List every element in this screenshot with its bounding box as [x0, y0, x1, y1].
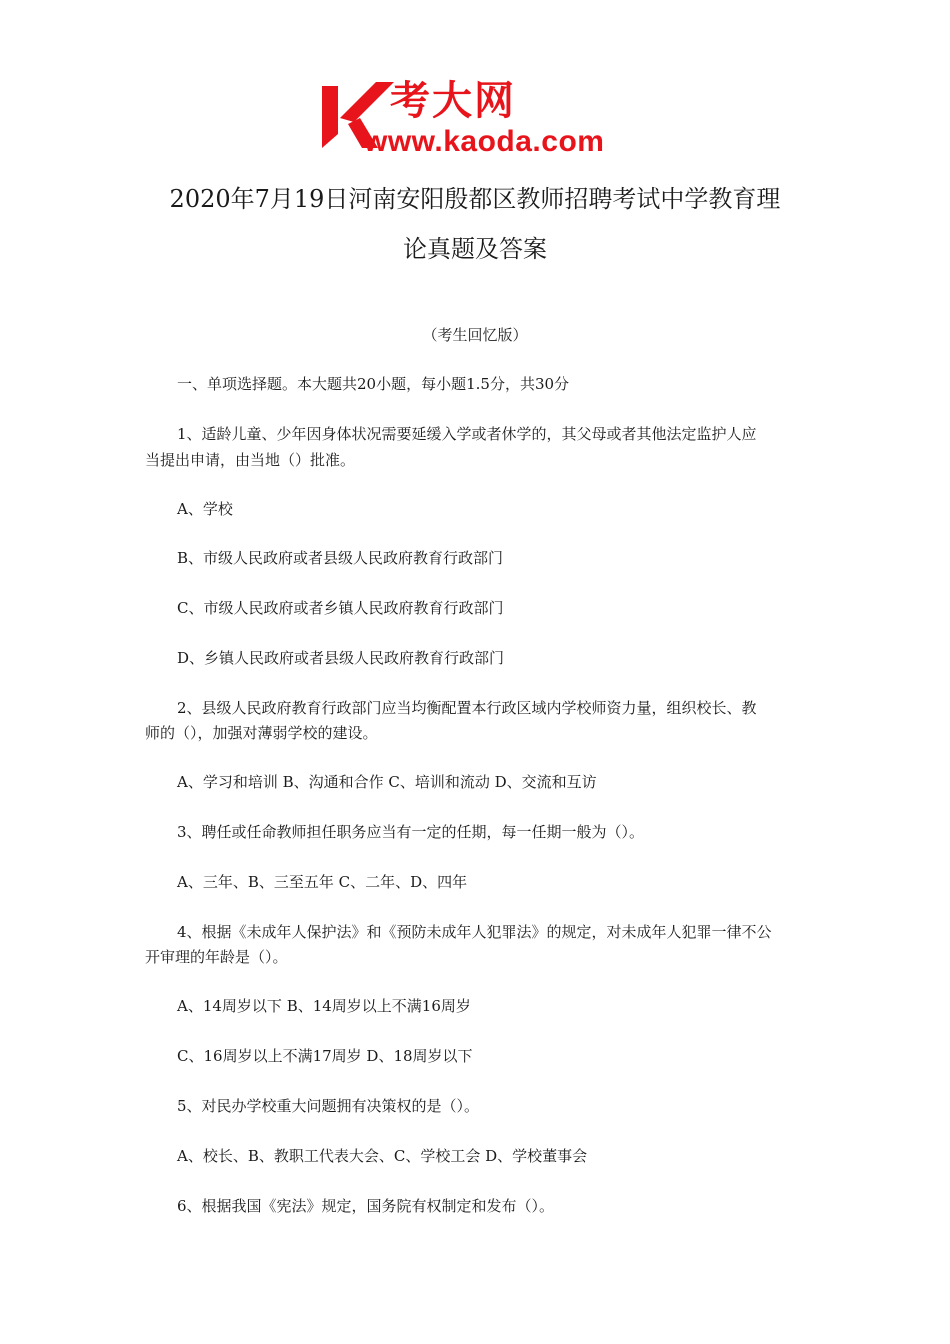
question-1-option-a: A、学校: [177, 500, 233, 518]
question-1-line-2: 当提出申请，由当地（）批准。: [145, 451, 356, 469]
question-4-options-2: C、16周岁以上不满17周岁 D、18周岁以下: [177, 1047, 473, 1065]
question-1-option-b: B、市级人民政府或者县级人民政府教育行政部门: [177, 549, 504, 567]
document-subtitle: （考生回忆版）: [422, 326, 528, 344]
question-4-line-1: 4、根据《未成年人保护法》和《预防未成年人犯罪法》的规定，对未成年人犯罪一律不公: [177, 923, 772, 941]
question-6-line-1: 6、根据我国《宪法》规定，国务院有权制定和发布（）。: [177, 1197, 555, 1215]
document-title-line-1: 2020年7月19日河南安阳殷都区教师招聘考试中学教育理: [169, 185, 781, 213]
kaoda-logo: [318, 78, 638, 158]
question-2-options: A、学习和培训 B、沟通和合作 C、培训和流动 D、交流和互访: [177, 773, 597, 791]
question-4-line-2: 开审理的年龄是（）。: [145, 948, 288, 966]
question-3-line-1: 3、聘任或任命教师担任职务应当有一定的任期，每一任期一般为（）。: [177, 823, 645, 841]
logo-url-text: www.kaoda.com: [364, 125, 605, 158]
question-4-options-1: A、14周岁以下 B、14周岁以上不满16周岁: [177, 997, 471, 1015]
question-2-line-2: 师的（），加强对薄弱学校的建设。: [145, 724, 378, 742]
question-3-options: A、三年、B、三至五年 C、二年、D、四年: [177, 873, 468, 891]
section-heading: 一、单项选择题。本大题共20小题，每小题1.5分，共30分: [177, 375, 570, 393]
document-title-line-2: 论真题及答案: [403, 235, 547, 263]
question-1-option-d: D、乡镇人民政府或者县级人民政府教育行政部门: [177, 649, 505, 667]
question-1-option-c: C、市级人民政府或者乡镇人民政府教育行政部门: [177, 599, 504, 617]
question-5-options: A、校长、B、教职工代表大会、C、学校工会 D、学校董事会: [177, 1147, 588, 1165]
question-5-line-1: 5、对民办学校重大问题拥有决策权的是（）。: [177, 1097, 480, 1115]
question-1-line-1: 1、适龄儿童、少年因身体状况需要延缓入学或者休学的，其父母或者其他法定监护人应: [177, 425, 757, 443]
logo-brand-text: 考大网: [390, 78, 516, 124]
question-2-line-1: 2、县级人民政府教育行政部门应当均衡配置本行政区域内学校师资力量，组织校长、教: [177, 699, 757, 717]
